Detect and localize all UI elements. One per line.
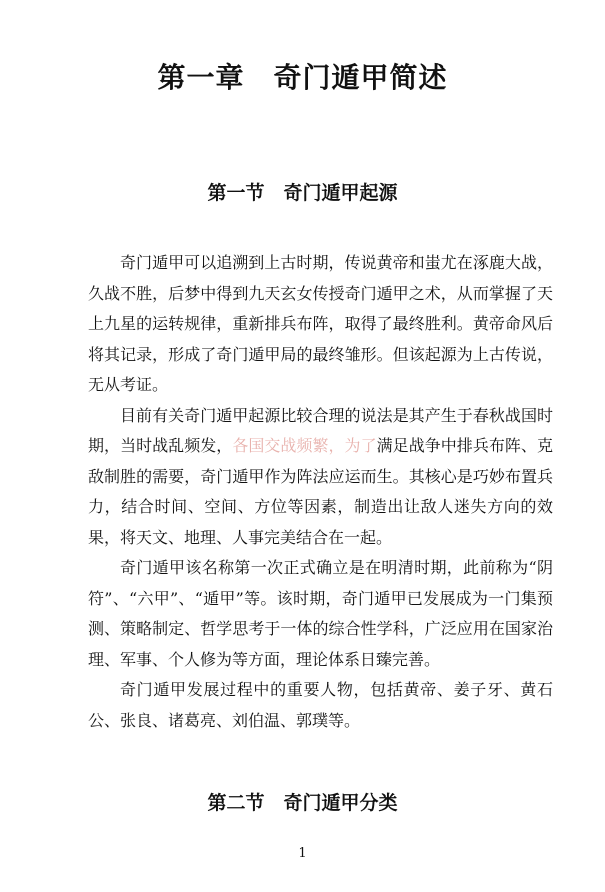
section-title-origin: 第一节 奇门遁甲起源 bbox=[207, 182, 398, 204]
paragraph-2 bbox=[88, 401, 553, 554]
paragraph-2-before: 目前有关奇门遁甲起源比较合理的说法是其产生于春秋战国时期，当时战乱频发， bbox=[88, 405, 553, 455]
body-text bbox=[88, 248, 553, 736]
paragraph-3: 奇门遁甲该名称第一次正式确立是在明清时期，此前称为“阴符”、“六甲”、“遁甲”等。该时期，奇门遁甲已发展成为一门集预测、策略制定、哲学思考于一体的综合性学科，广泛应用在国家治理、军事、个人修为等方面，理论体系日臻完善。 bbox=[88, 558, 553, 669]
section-title-classification: 第二节 奇门遁甲分类 bbox=[207, 792, 398, 814]
paragraph-1: 奇门遁甲可以追溯到上古时期，传说黄帝和蚩尤在涿鹿大战，久战不胜，后梦中得到九天玄女传授奇门遁甲之术，从而掌握了天上九星的运转规律，重新排兵布阵，取得了最终胜利。黄帝命风后将其记录，形成了奇门遁甲局的最终雏形。但该起源为上古传说，无从考证。 bbox=[88, 253, 553, 394]
watermark-text: 各国交战频繁，为了 bbox=[232, 436, 377, 455]
paragraph-4: 奇门遁甲发展过程中的重要人物，包括黄帝、姜子牙、黄石公、张良、诸葛亮、刘伯温、郭璞等。 bbox=[88, 680, 553, 730]
page-number: 1 bbox=[298, 846, 307, 861]
paragraph-2-after: 满足战争中排兵布阵、克敌制胜的需要，奇门遁甲作为阵法应运而生。其核心是巧妙布置兵力，结合时间、空间、方位等因素，制造出让敌人迷失方向的效果，将天文、地理、人事完美结合在一起。 bbox=[88, 436, 553, 547]
chapter-title: 第一章 奇门遁甲简述 bbox=[157, 61, 448, 94]
